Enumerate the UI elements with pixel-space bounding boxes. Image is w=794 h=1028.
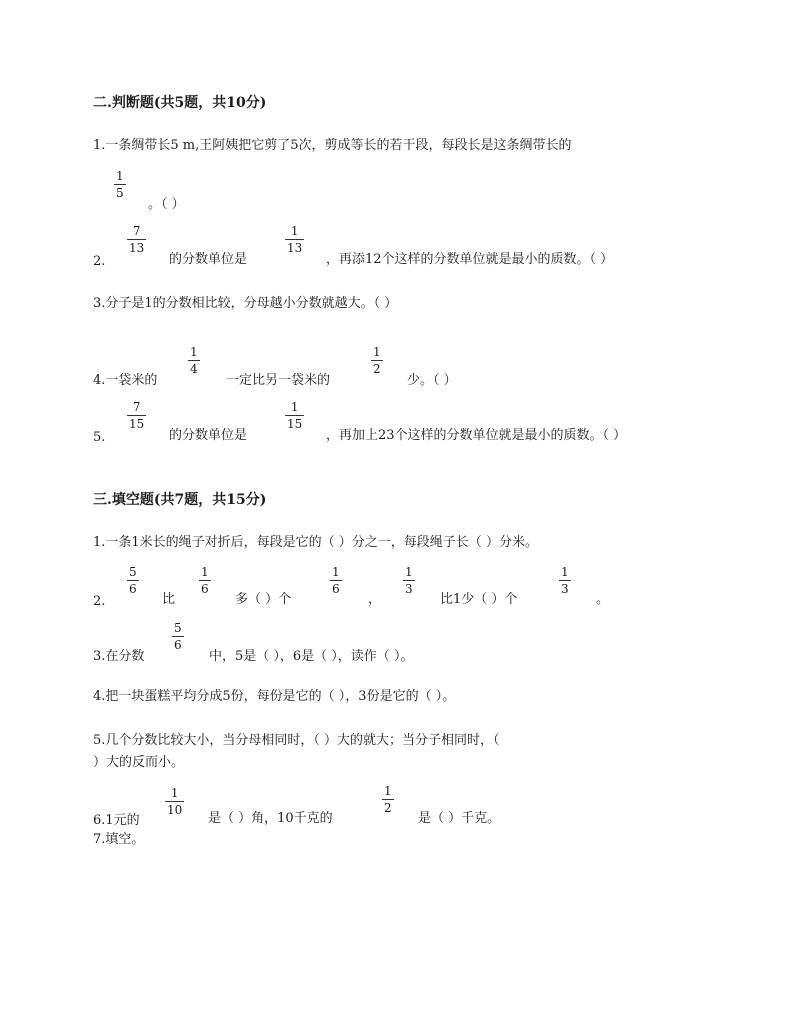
fill-q2-text-5: 。 — [596, 592, 610, 607]
judge-q1-fraction — [114, 170, 126, 199]
judge-q5-tail: ，再加上23个这样的分数单位就是最小的质数。（ ） — [326, 428, 627, 443]
fraction-numerator: 1 — [190, 345, 198, 359]
fill-q6-tail: 是（ ）千克。 — [418, 811, 501, 826]
fraction-denominator: 13 — [129, 241, 145, 255]
fraction-denominator: 13 — [287, 241, 303, 255]
fraction-numerator: 1 — [332, 565, 340, 579]
section-title-judge: 二.判断题(共5题，共10分) — [93, 95, 267, 111]
judge-q5-number: 5. — [93, 430, 106, 445]
fraction-numerator: 1 — [116, 169, 124, 183]
fraction-denominator: 6 — [332, 582, 340, 596]
fraction-bar — [199, 580, 211, 581]
fraction-numerator: 5 — [129, 565, 137, 579]
fraction-denominator: 4 — [190, 362, 198, 376]
fraction-denominator: 2 — [373, 362, 381, 376]
fraction-denominator: 15 — [287, 417, 303, 431]
fraction-numerator: 1 — [290, 224, 299, 238]
judge-q2-number: 2. — [93, 254, 106, 269]
fraction-bar — [165, 801, 184, 802]
fraction-bar — [382, 799, 394, 800]
fraction-bar — [127, 580, 139, 581]
judge-q4-tail: 少。（ ） — [407, 373, 457, 388]
fraction-denominator: 3 — [561, 582, 569, 596]
fill-q4-text: 4.把一块蛋糕平均分成5份，每份是它的（ ），3份是它的（ ）。 — [93, 689, 456, 704]
fraction-bar — [403, 580, 415, 581]
fill-q3-fraction — [172, 622, 184, 651]
fill-q2-text-4: 比1少（ ）个 — [440, 592, 518, 607]
judge-q2-text: 的分数单位是 — [169, 252, 248, 267]
fill-q2-fraction-3 — [330, 566, 342, 595]
fraction-numerator: 7 — [132, 400, 141, 414]
judge-q4-text: 4.一袋米的 — [93, 373, 158, 388]
fill-q6-fraction-2 — [382, 785, 394, 814]
judge-q2-tail: ，再添12个这样的分数单位就是最小的质数。（ ） — [326, 252, 614, 267]
fraction-bar — [114, 184, 126, 185]
fraction-bar — [559, 580, 571, 581]
fraction-numerator: 5 — [174, 621, 182, 635]
fraction-denominator: 6 — [201, 582, 209, 596]
fraction-bar — [127, 415, 146, 416]
fill-q3-tail: 中，5是（ ），6是（ ），读作（ ）。 — [209, 649, 414, 664]
judge-q1-tail: 。（ ） — [148, 197, 185, 212]
fill-q5-line-1: 5.几个分数比较大小，当分母相同时，（ ）大的就大；当分子相同时，（ — [93, 733, 500, 748]
fill-q5-line-2: ）大的反而小。 — [93, 755, 185, 770]
judge-q3-text: 3.分子是1的分数相比较，分母越小分数就越大。（ ） — [93, 296, 398, 311]
fraction-bar — [172, 636, 184, 637]
judge-q5-text: 的分数单位是 — [169, 428, 248, 443]
judge-q1-text: 1.一条绸带长5 m,王阿姨把它剪了5次，剪成等长的若干段，每段长是这条绸带长的 — [93, 138, 572, 153]
fraction-numerator: 1 — [561, 565, 569, 579]
fill-q7-text: 7.填空。 — [93, 832, 145, 847]
fill-q2-fraction-2 — [199, 566, 211, 595]
judge-q5-fraction-2 — [285, 401, 304, 430]
fraction-denominator: 2 — [384, 801, 392, 815]
fill-q2-fraction-1 — [127, 566, 139, 595]
fraction-bar — [371, 360, 383, 361]
fraction-bar — [285, 239, 304, 240]
fill-q6-middle: 是（ ）角，10千克的 — [208, 811, 333, 826]
fill-q2-text-1: 比 — [162, 592, 176, 607]
fraction-denominator: 15 — [129, 417, 145, 431]
fill-q2-text-2: 多（ ）个 — [235, 592, 292, 607]
fraction-numerator: 1 — [384, 784, 392, 798]
fill-q1-text: 1.一条1米长的绳子对折后，每段是它的（ ）分之一，每段绳子长（ ）分米。 — [93, 535, 538, 550]
fill-q2-text-3: ， — [368, 592, 382, 607]
fraction-denominator: 5 — [116, 186, 124, 200]
fill-q3-text: 3.在分数 — [93, 649, 145, 664]
fraction-denominator: 10 — [167, 803, 183, 817]
fraction-numerator: 1 — [170, 786, 179, 800]
judge-q4-middle: 一定比另一袋米的 — [226, 373, 331, 388]
fraction-numerator: 1 — [201, 565, 209, 579]
fill-q2-fraction-5 — [559, 566, 571, 595]
fill-q6-fraction-1 — [165, 787, 184, 816]
fraction-numerator: 1 — [373, 345, 381, 359]
fraction-numerator: 1 — [290, 400, 299, 414]
fraction-denominator: 6 — [129, 582, 137, 596]
fill-q6-text: 6.1元的 — [93, 813, 140, 828]
fraction-bar — [188, 360, 200, 361]
judge-q4-fraction-2 — [371, 346, 383, 375]
fraction-numerator: 7 — [132, 224, 141, 238]
fraction-numerator: 1 — [405, 565, 413, 579]
fill-q2-fraction-4 — [403, 566, 415, 595]
section-title-fill: 三.填空题(共7题，共15分) — [93, 492, 267, 508]
fraction-denominator: 6 — [174, 638, 182, 652]
judge-q2-fraction-2 — [285, 225, 304, 254]
fraction-denominator: 3 — [405, 582, 413, 596]
judge-q4-fraction-1 — [188, 346, 200, 375]
fraction-bar — [285, 415, 304, 416]
fraction-bar — [330, 580, 342, 581]
judge-q2-fraction-1 — [127, 225, 146, 254]
judge-q5-fraction-1 — [127, 401, 146, 430]
fill-q2-number: 2. — [93, 594, 106, 609]
fraction-bar — [127, 239, 146, 240]
